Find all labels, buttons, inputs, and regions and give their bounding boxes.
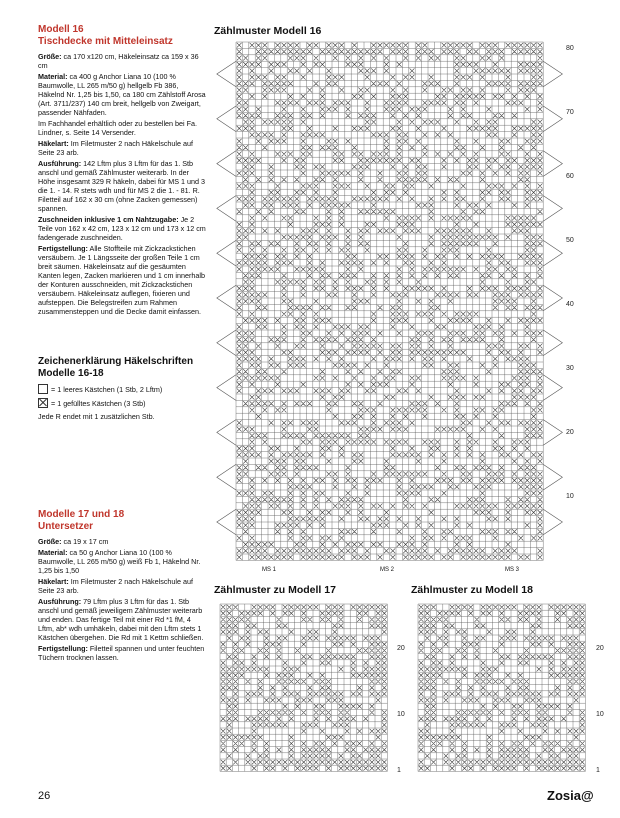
model1718-paragraph-text: Im Filetmuster 2 nach Häkelschule auf Seite 23 arb. (38, 577, 194, 595)
model16-paragraph-text: 142 Lftm plus 3 Lftm für das 1. Stb anschl und gemäß Zählmuster weiterarb. In der Höhe insgesamt 329 R häkeln, dabei für MS 1 und 3 die 1. - 14. R stets wdh und für MS 2 die 1. - 81. R. Filetteil auf 162 x 30 cm (ohne Zacken gemessen) spannen. (38, 159, 206, 213)
model16-paragraph-label: Material: (38, 72, 68, 81)
model16-paragraph (38, 139, 206, 157)
row-label: 10 (397, 711, 405, 718)
model16-paragraph-text: Je 2 Teile von 162 x 42 cm, 123 x 12 cm und 173 x 12 cm fadengerade zuschneiden. (38, 215, 206, 242)
row-label: 10 (566, 493, 574, 500)
model1718-paragraph-label: Häkelart: (38, 577, 69, 586)
model16-paragraph-label: Fertigstellung: (38, 244, 88, 253)
legend-filled (38, 398, 206, 408)
legend-note: Jede R endet mit 1 zusätzlichen Stb. (38, 412, 155, 421)
model16-paragraph (38, 52, 206, 70)
model16-paragraph-text: ca 400 g Anchor Liana 10 (100 % Baumwolle, LL 265 m/50 g) hellgelb Fb 386, Häkelnd Nr. 1,25 bis 1,50, ca 180 cm Zählstoff Arosa (Art. 3711/237) 140 cm breit, hellgelb von Zweigart, passender Nähfaden. (38, 72, 206, 117)
model16-paragraph (38, 215, 206, 242)
model16-paragraph-text: Im Fachhandel erhältlich oder zu bestellen bei Fa. Lindner, s. Seite 14 Versender. (38, 119, 198, 137)
main-chart-title: Zählmuster Modell 16 (214, 25, 322, 37)
model16-paragraph-label: Größe: (38, 52, 62, 61)
row-label: 70 (566, 109, 574, 116)
row-label: 20 (397, 645, 405, 652)
row-label: 20 (566, 429, 574, 436)
brand-signature: Zosia@ (547, 788, 594, 803)
model1718-paragraph-label: Größe: (38, 537, 62, 546)
row-label: 50 (566, 237, 574, 244)
model1718-paragraph-label: Material: (38, 548, 68, 557)
main-chart-grid (216, 40, 572, 570)
legend-empty-text: = 1 leeres Kästchen (1 Stb, 2 Lftm) (51, 384, 163, 394)
empty-box-icon (38, 384, 48, 394)
model16-paragraph (38, 244, 206, 316)
model16-paragraph (38, 72, 206, 117)
row-label: 1 (397, 767, 401, 774)
model1718-paragraph (38, 537, 206, 546)
row-label: 80 (566, 45, 574, 52)
model16-paragraph-label: Häkelart: (38, 139, 69, 148)
model1718-paragraph (38, 548, 206, 575)
motif-section-label: MS 1 (262, 567, 277, 573)
legend-filled-text: = 1 gefülltes Kästchen (3 Stb) (51, 398, 146, 408)
model1718-paragraph (38, 597, 206, 642)
model16-paragraph-text: ca 170 x120 cm, Häkeleinsatz ca 159 x 36 cm (38, 52, 199, 70)
legend-title: Zeichenerklärung Häkelschriften Modelle 16-18 (38, 356, 194, 379)
chart18-title: Zählmuster zu Modell 18 (411, 584, 533, 596)
model16-paragraph (38, 159, 206, 213)
model1718-paragraph (38, 577, 206, 595)
page-number: 26 (38, 790, 51, 802)
model1718-paragraph-text: Filetteil spannen und unter feuchten Tüchern trocknen lassen. (38, 644, 205, 662)
chart17-grid (218, 602, 394, 774)
model16-text (38, 52, 206, 316)
model1718-title: Modelle 17 und 18 (38, 509, 125, 520)
row-label: 20 (596, 645, 604, 652)
model1718-paragraph-label: Fertigstellung: (38, 644, 88, 653)
model1718-text (38, 537, 206, 662)
model1718-paragraph-text: ca 50 g Anchor Liana 10 (100 % Baumwolle, LL 265 m/50 g) weiß Fb 1, Häkelnd Nr. 1,25 bis 1,50 (38, 548, 201, 575)
model1718-paragraph-text: ca 19 x 17 cm (61, 537, 109, 546)
model1718-paragraph-text: 79 Lftm plus 3 Lftm für das 1. Stb anschl und gemäß jeweiligem Zählmuster weiterarb und enden. Das fertige Teil mit einer Rd *1 fM, 4 Lftm, ab* wdh umhäkeln, dabei mit den Lftm stets 1 Kästchen übergehen. Die Rd mit 1 Kettm schließen. (38, 597, 204, 642)
model16-title: Modell 16 (38, 24, 84, 35)
model16-paragraph-text: Alle Stoffteile mit Zickzackstichen versäubern. Je 1 Längsseite der großen Teile 1 cm breit säumen. Häkeleinsatz auf die gesäumten Kanten legen, Zacken markieren und 1 cm innerhalb der Konturen ausschneiden, mit Zickzackstichen versäubern. Häkeleinsatz auflegen, fixieren und aufsteppen. Die Belegstreifen zum Rahmen zusammensteppen und die Decke damit einfassen. (38, 244, 206, 316)
filled-box-icon (38, 398, 48, 408)
row-label: 1 (596, 767, 600, 774)
motif-section-label: MS 3 (505, 567, 520, 573)
model1718-paragraph-label: Ausführung: (38, 597, 82, 606)
motif-section-label: MS 2 (380, 567, 395, 573)
row-label: 30 (566, 365, 574, 372)
model16-paragraph-label: Ausführung: (38, 159, 82, 168)
row-label: 40 (566, 301, 574, 308)
model16-paragraph-text: Im Filetmuster 2 nach Häkelschule auf Seite 23 arb. (38, 139, 194, 157)
chart18-grid (416, 602, 592, 774)
model16-paragraph-label: Zuschneiden inklusive 1 cm Nahtzugabe: (38, 215, 179, 224)
chart17-title: Zählmuster zu Modell 17 (214, 584, 336, 596)
model1718-subtitle: Untersetzer (38, 521, 94, 532)
row-label: 10 (596, 711, 604, 718)
model16-paragraph (38, 119, 206, 137)
left-column (38, 24, 206, 664)
model1718-paragraph (38, 644, 206, 662)
row-label: 60 (566, 173, 574, 180)
legend-empty (38, 384, 206, 394)
model16-subtitle: Tischdecke mit Mitteleinsatz (38, 36, 173, 47)
